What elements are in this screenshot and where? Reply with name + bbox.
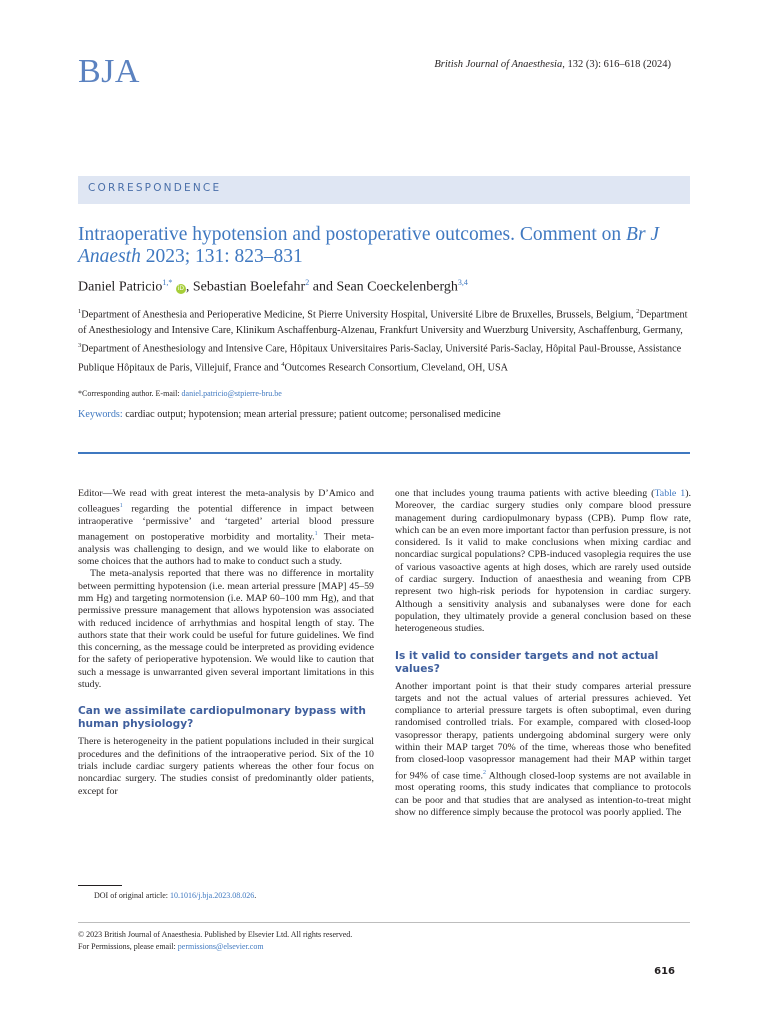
permissions-label: For Permissions, please email:: [78, 942, 178, 951]
page-number: 616: [654, 966, 675, 977]
footnote-rule: [78, 885, 122, 886]
text-run: regarding the potential difference in impact between intraoperative ‘permissive’ and ‘targeted’ arterial blood pressure management on postoperative morbidity and mortality.: [78, 503, 374, 543]
paragraph: [78, 488, 374, 568]
citation-link[interactable]: 1: [314, 531, 318, 538]
corresponding-label: *Corresponding author. E-mail:: [78, 389, 182, 398]
email-link[interactable]: daniel.patricio@stpierre-bru.be: [181, 389, 282, 398]
journal-logo: BJA: [78, 53, 140, 90]
author-name: and Sean Coeckelenbergh: [309, 279, 458, 295]
author-affil-sup: 1,*: [162, 278, 173, 287]
doi-footnote: [94, 891, 256, 900]
article-title: [78, 224, 698, 268]
author-name: Daniel Patricio: [78, 279, 163, 295]
copyright-block: [78, 929, 352, 953]
title-text: Intraoperative hypotension and postoperative outcomes. Comment on: [78, 224, 627, 245]
orcid-icon[interactable]: iD: [177, 284, 185, 292]
affil-number: 3: [78, 342, 82, 350]
citation-link[interactable]: 2: [482, 769, 486, 776]
doi-label: DOI of original article:: [94, 891, 170, 900]
author-list: [78, 278, 468, 296]
text-run: one that includes young trauma patients with active bleeding (: [395, 488, 655, 499]
author-name: , Sebastian Boelefahr: [185, 279, 306, 295]
paragraph: There is heterogeneity in the patient populations included in their surgical procedures and the definitions of the intraoperative period. Six of the 10 trials include cardiac surgery patients whereas the other four focus on noncardiac surgery. The studies consist of predominantly older patients, except for: [78, 736, 374, 797]
corresponding-author: [78, 389, 282, 398]
table-link[interactable]: Table 1: [654, 488, 686, 499]
journal-citation: [434, 59, 671, 70]
author-affil-sup: 3,4: [457, 278, 468, 287]
text-run: Their meta-analysis was challenging to design, and we would like to elaborate on some choices that the authors had to make to conduct such a study.: [78, 531, 375, 568]
text-run: Another important point is that their study compares arterial pressure targets and not the actual values of arterial pressures achieved. Yet compliance to arterial pressure targets is often suboptimal, even during randomised controlled trials. For example, compared with closed-loop vasopressor therapy, patients undergoing abdominal surgery were only within their MAP target 70% of the time, whereas those who benefited from closed-loop vasopressor management had their MAP within target for 94% of case time.: [395, 680, 691, 781]
author-affil-sup: 2: [305, 278, 310, 287]
journal-volume-pages: , 132 (3): 616–618 (2024): [562, 59, 671, 70]
text-run: ). Moreover, the cardiac surgery studies only compare blood pressure management during cardiopulmonary bypass (CPB). Pump flow rate, which can be an even more important factor than perfusion pressure, is not considered. Is it valid to make conclusions when mixing cardiac and noncardiac surgical populations? CPB-induced vasoplegia requires the use of various vasoactive agents at high doses, which are rarely used outside of cardiac surgery. Induction of anaesthesia and weaning from CPB represent two high-risk periods for hypotension in cardiac surgery. Although a sensitivity analysis and subanalyses were done for each population, they ultimately provide a general conclusion based on these heterogeneous studies.: [395, 488, 691, 635]
affil-text: Department of Anesthesia and Perioperative Medicine, St Pierre University Hospital, Université Libre de Bruxelles, Brussels, Belgium,: [81, 309, 637, 321]
footer-divider: [78, 922, 690, 923]
affil-number: 1: [78, 308, 82, 315]
doi-end: .: [254, 891, 257, 900]
keywords-label: Keywords:: [78, 409, 123, 420]
keywords-list: cardiac output; hypotension; mean arterial pressure; patient outcome; personalised medicine: [122, 409, 501, 420]
section-label: CORRESPONDENCE: [88, 182, 222, 194]
citation-link[interactable]: 1: [119, 503, 123, 510]
text-run: Although closed-loop systems are not available in most operating rooms, this study indicates that compliance to protocols can be poor and that studies that are analysed as intention-to-treat might show no difference simply because the protocol was poorly applied. The: [395, 769, 691, 818]
title-citation: 2023; 131: 823–831: [140, 246, 303, 267]
keywords: [78, 409, 501, 420]
affil-number: 2: [636, 308, 640, 315]
copyright-text: © 2023 British Journal of Anaesthesia. Published by Elsevier Ltd. All rights reserved.: [78, 930, 353, 939]
paragraph: [395, 488, 691, 636]
affil-text: Outcomes Research Consortium, Cleveland, OH, USA: [284, 362, 508, 374]
affil-number: 4: [281, 361, 285, 369]
right-column: [395, 488, 691, 819]
permissions-line: [78, 941, 352, 953]
title-journal: Br J Anaesth: [78, 224, 660, 267]
doi-link[interactable]: 10.1016/j.bja.2023.08.026: [169, 891, 255, 900]
paragraph: [395, 681, 691, 820]
affiliations: [78, 304, 690, 376]
section-heading: Is it valid to consider targets and not actual values?: [395, 649, 659, 675]
header-divider: [78, 452, 690, 454]
section-heading: Can we assimilate cardiopulmonary bypass with human physiology?: [78, 705, 366, 731]
text-run: Editor—We read with great interest the meta-analysis by D’Amico and colleagues: [78, 488, 374, 515]
left-column: [78, 488, 374, 798]
paragraph: The meta-analysis reported that there was no difference in mortality between permitting hypotension (i.e. mean arterial pressure [MAP] 45–59 mm Hg) and targeting normotension (i.e. MAP 60–100 mm Hg), and that permissive pressure management that allows hypotension was associated with reduced incidence of arrhythmias and hospital length of stay. The authors state that their work could be useful for future guidelines. We find this concerning, as the message could be interpreted as providing evidence for the safety of perioperative hypotension. We would like to caution that such a message is unwarranted given several important limitations in this study.: [78, 568, 374, 691]
permissions-email-link[interactable]: permissions@elsevier.com: [177, 942, 264, 951]
journal-name: British Journal of Anaesthesia: [434, 59, 563, 70]
affil-text: Department of Anesthesiology and Intensive Care, Klinikum Aschaffenburg-Alzenau, Frankfurt University and Wuerzburg University, Aschaffenburg, Germany,: [78, 309, 688, 336]
affil-text: Department of Anesthesiology and Intensive Care, Hôpitaux Universitaires Paris-Saclay, Université Paris-Saclay, Hôpital Paul-Brousse, Assistance Publique Hôpitaux de Paris, Villejuif, France and: [78, 343, 682, 374]
